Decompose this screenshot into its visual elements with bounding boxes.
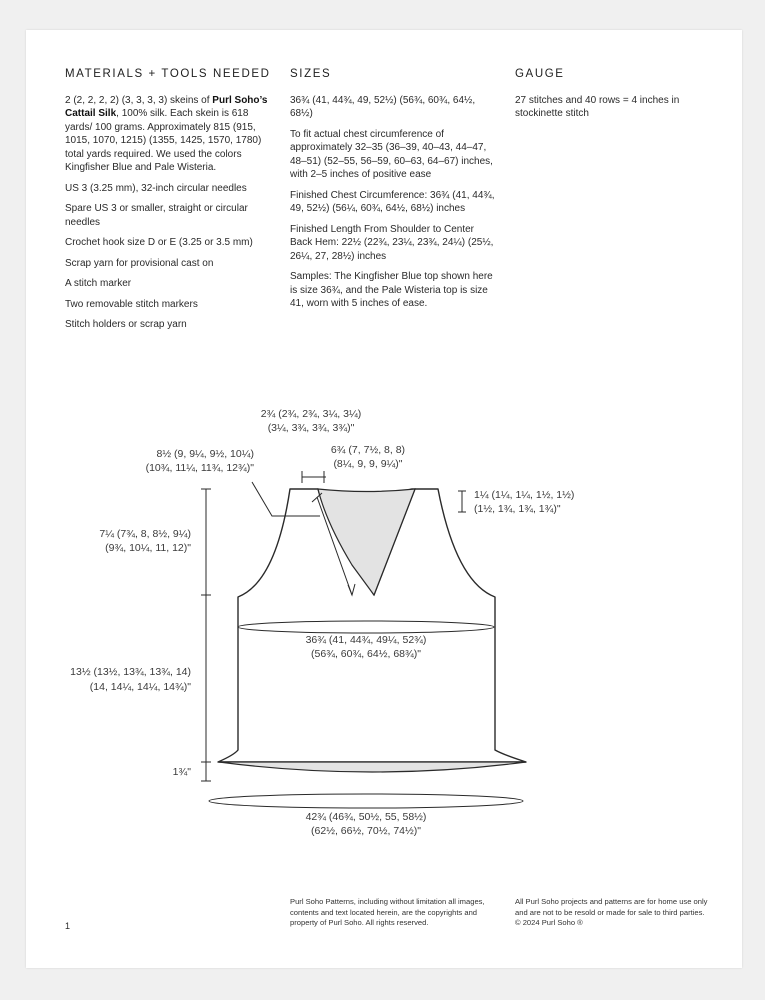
- schematic-diagram: [26, 30, 742, 968]
- armhole-depth-label-2: (9¾, 10¼, 11, 12)": [105, 542, 191, 554]
- hip-circumference-ellipse: [209, 794, 523, 808]
- shoulder-label-1: 1¼ (1¼, 1¼, 1½, 1½): [474, 489, 575, 501]
- page-number: 1: [65, 921, 71, 931]
- sizes-paragraph: Samples: The Kingfisher Blue top shown here is size 36¾, and the Pale Wisteria top is size 41, worn with 5 inches of ease.: [290, 271, 493, 309]
- hip-label-1: 42¾ (46¾, 50½, 55, 58½): [305, 811, 427, 823]
- neck-width-label-2: (3¼, 3¾, 3¾, 3¾)": [267, 422, 355, 434]
- materials-item: Scrap yarn for provisional cast on: [65, 257, 214, 269]
- back-neck-label-1: 6¾ (7, 7½, 8, 8): [330, 444, 406, 456]
- materials-heading: MATERIALS + TOOLS NEEDED: [65, 68, 271, 80]
- back-neck-label-2: (8¼, 9, 9, 9¼)": [333, 458, 403, 470]
- sizes-paragraph: Finished Length From Shoulder to Center Back Hem: 22½ (22¾, 23¼, 23¾, 24¼) (25½, 26¼, 27, 28½) inches: [290, 223, 494, 262]
- materials-item: Spare US 3 or smaller, straight or circular needles: [65, 203, 248, 228]
- neck-width-label-1: 2¾ (2¾, 2¾, 3¼, 3¼): [260, 408, 362, 420]
- body-length-label-1: 13½ (13½, 13¾, 13¾, 14): [70, 666, 191, 678]
- gauge-heading: GAUGE: [515, 68, 565, 80]
- shoulder-label-2: (1½, 1¾, 1¾, 1¾)": [474, 503, 561, 515]
- copyright-notice: Purl Soho Patterns, including without limitation all images, contents and text located herein, are the copyrights and property of Purl Soho. All rights reserved.: [290, 897, 485, 927]
- yarn-requirements: 2 (2, 2, 2, 2) (3, 3, 3, 3) skeins of Purl Soho’s Cattail Silk, 100% silk. Each skein is 618 yards/ 100 grams. Approximately 815 (915, 1015, 1070, 1215) (1355, 1425, 1570, 1780) total yards required. We used the colors Kingfisher Blue and Pale Wisteria.: [65, 94, 268, 173]
- pattern-page: [26, 30, 742, 968]
- hip-label-2: (62½, 66½, 70½, 74½)": [311, 825, 421, 837]
- hem-shading: [219, 762, 526, 772]
- copyright-year: © 2024 Purl Soho ®: [515, 918, 583, 927]
- chest-label-2: (56¾, 60¾, 64½, 68¾)": [311, 648, 421, 660]
- armhole-depth-label-1: 7¼ (7¾, 8, 8½, 9¼): [99, 528, 191, 540]
- materials-item: A stitch marker: [65, 278, 132, 289]
- usage-notice: All Purl Soho projects and patterns are for home use only and are not to be resold or made for sale to third parties. © 2024 Purl Soho ®: [515, 897, 708, 927]
- yarn-name: Purl Soho’s Cattail Silk: [65, 94, 268, 119]
- materials-item: Stitch holders or scrap yarn: [65, 319, 187, 330]
- neck-depth-label-1: 8½ (9, 9¼, 9½, 10¼): [156, 448, 254, 460]
- neck-depth-label-2: (10¾, 11¼, 11¾, 12¾)": [145, 462, 254, 474]
- materials-item: Two removable stitch markers: [65, 298, 198, 310]
- body-length-label-2: (14, 14¼, 14¼, 14¾)": [89, 681, 191, 693]
- hem-length-label: 1¾": [172, 766, 191, 778]
- sizes-heading: SIZES: [290, 68, 332, 80]
- materials-item: US 3 (3.25 mm), 32-inch circular needles: [65, 182, 247, 194]
- sizes-paragraph: 36¾ (41, 44¾, 49, 52½) (56¾, 60¾, 64½, 68½): [290, 94, 476, 119]
- sizes-paragraph: Finished Chest Circumference: 36¾ (41, 44¾, 49, 52½) (56¼, 60¾, 64½, 68½) inches: [290, 189, 495, 214]
- chest-label-1: 36¾ (41, 44¾, 49¼, 52¾): [305, 634, 427, 646]
- gauge-text: 27 stitches and 40 rows = 4 inches in stockinette stitch: [515, 94, 680, 119]
- sizes-paragraph: To fit actual chest circumference of approximately 32–35 (36–39, 40–43, 44–47, 48–51) (52–55, 56–59, 60–63, 64–67) inches, with 2–5 inches of positive ease: [290, 128, 493, 180]
- materials-item: Crochet hook size D or E (3.25 or 3.5 mm): [65, 237, 253, 248]
